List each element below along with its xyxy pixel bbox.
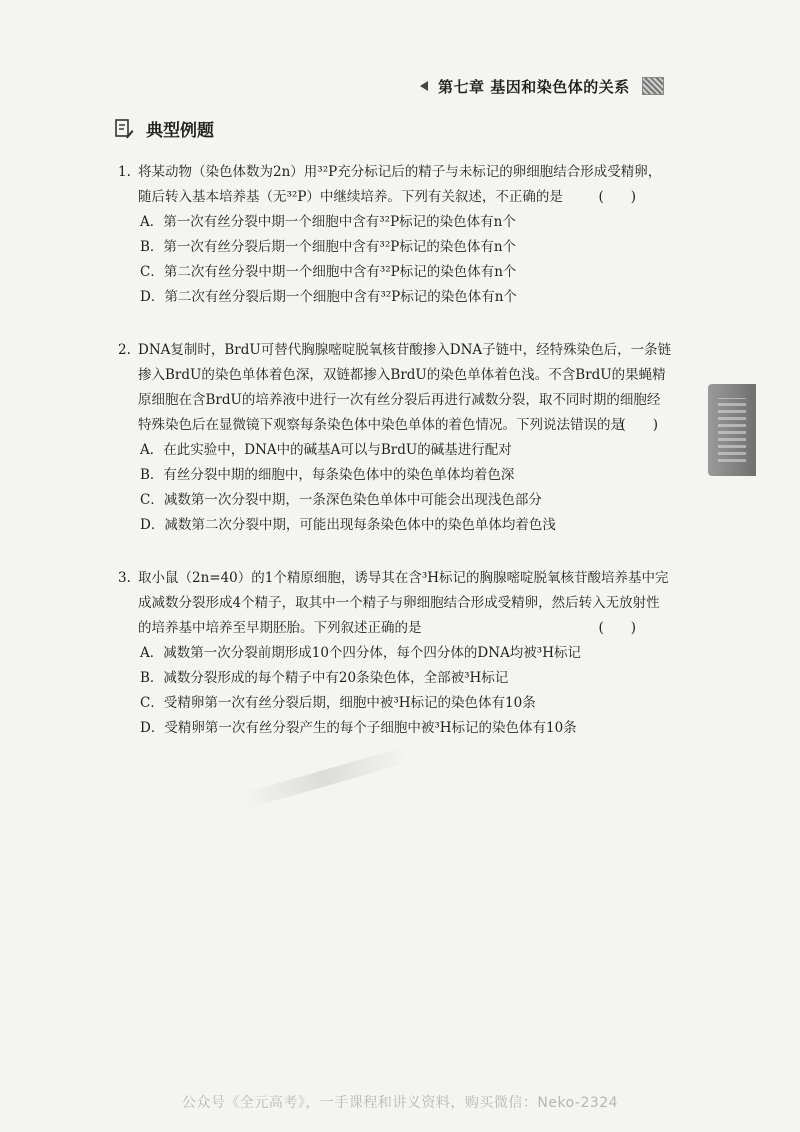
question-stem-line: 掺入BrdU的染色单体着色深，双链都掺入BrdU的染色单体着色浅。不含BrdU的果蝇精 <box>138 367 666 383</box>
question-stem-line: 特殊染色后在显微镜下观察每条染色体中染色单体的着色情况。下列说法错误的是 ( ) <box>118 413 658 438</box>
option-c: C．第二次有丝分裂中期一个细胞中含有³²P标记的染色体有n个 <box>140 264 517 280</box>
question-stem-line: 1. 将某动物（染色体数为2n）用³²P充分标记后的精子与未标记的卵细胞结合形成受精卵， <box>118 160 658 185</box>
question-2 <box>118 338 672 538</box>
option-b: B．第一次有丝分裂后期一个细胞中含有³²P标记的染色体有n个 <box>140 239 517 255</box>
section-heading <box>114 116 214 141</box>
option-a: A．在此实验中，DNA中的碱基A可以与BrdU的碱基进行配对 <box>140 442 512 458</box>
section-title: 典型例题 <box>146 121 214 141</box>
chapter-decoration-icon <box>642 77 664 95</box>
chapter-side-tab <box>708 384 756 476</box>
triangle-left-icon <box>420 81 428 91</box>
answer-paren: ( ) <box>620 417 658 433</box>
question-number: 1. <box>118 164 131 180</box>
option-c: C．减数第一次分裂中期，一条深色染色单体中可能会出现浅色部分 <box>140 492 542 508</box>
option-d: D．第二次有丝分裂后期一个细胞中含有³²P标记的染色体有n个 <box>140 289 517 305</box>
question-stem-line: 原细胞在含BrdU的培养液中进行一次有丝分裂后再进行减数分裂，取不同时期的细胞经 <box>138 392 661 408</box>
question-stem-line: 成减数分裂形成4个精子，取其中一个精子与卵细胞结合形成受精卵，然后转入无放射性 <box>138 595 660 611</box>
question-number: 3. <box>118 570 131 586</box>
option-a: A．减数第一次分裂前期形成10个四分体，每个四分体的DNA均被³H标记 <box>140 645 581 661</box>
chapter-title: 第七章 基因和染色体的关系 <box>438 77 630 96</box>
option-b: B．减数分裂形成的每个精子中有20条染色体，全部被³H标记 <box>140 670 509 686</box>
question-1 <box>118 160 662 310</box>
chapter-header <box>420 74 680 98</box>
option-b: B．有丝分裂中期的细胞中，每条染色体中的染色单体均着色深 <box>140 467 515 483</box>
option-a: A．第一次有丝分裂中期一个细胞中含有³²P标记的染色体有n个 <box>140 214 516 230</box>
faint-watermark <box>241 747 409 809</box>
option-c: C．受精卵第一次有丝分裂后期，细胞中被³H标记的染色体有10条 <box>140 695 536 711</box>
option-d: D．受精卵第一次有丝分裂产生的每个子细胞中被³H标记的染色体有10条 <box>140 720 577 736</box>
question-stem-line: 随后转入基本培养基（无³²P）中继续培养。下列有关叙述，不正确的是 ( ) <box>118 185 658 210</box>
document-pencil-icon <box>114 118 134 140</box>
question-number: 2. <box>118 342 131 358</box>
answer-paren: ( ) <box>598 189 636 205</box>
question-stem-line: 2. DNA复制时，BrdU可替代胸腺嘧啶脱氧核苷酸掺入DNA子链中，经特殊染色后，一条链 <box>118 338 658 363</box>
footer-note: 公众号《全元高考》，一手课程和讲义资料，购买微信：Neko-2324 <box>181 1095 619 1111</box>
question-3 <box>118 566 669 741</box>
answer-paren: ( ) <box>598 620 636 636</box>
question-stem-line: 的培养基中培养至早期胚胎。下列叙述正确的是 ( ) <box>118 616 658 641</box>
question-stem-line: 3. 取小鼠（2n=40）的1个精原细胞，诱导其在含³H标记的胸腺嘧啶脱氧核苷酸培养基中完 <box>118 566 658 591</box>
option-d: D．减数第二次分裂中期，可能出现每条染色体中的染色单体均着色浅 <box>140 517 556 533</box>
